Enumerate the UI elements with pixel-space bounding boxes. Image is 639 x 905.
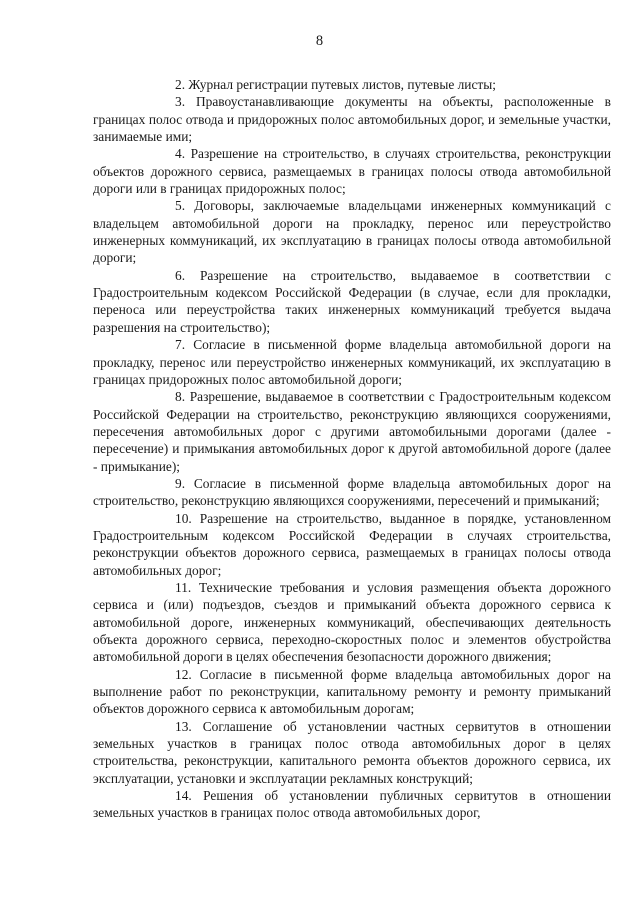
list-item: [93, 267, 611, 336]
item-number: 10.: [175, 510, 192, 526]
item-number: 4.: [175, 146, 186, 162]
item-text: Правоустанавливающие документы на объекты, расположенные в границах полос отвода и придорожных полос автомобильных дорог, и земельные участки, занимаемые ими;: [93, 94, 611, 145]
item-text: Разрешение на строительство, в случаях строительства, реконструкции объектов дорожного сервиса, размещаемых в границах полосы отвода автомобильной дороги или в границах придорожных полос;: [93, 146, 611, 197]
item-text: Согласие в письменной форме владельца автомобильной дороги на прокладку, перенос или переустройство инженерных коммуникаций, их эксплуатацию в границах придорожных полос автомобильной дороги;: [93, 337, 611, 387]
item-text: Договоры, заключаемые владельцами инженерных коммуникаций с владельцем автомобильной дороги на прокладку, перенос или переустройство инженерных коммуникаций, их эксплуатацию в границах полосы отвода автомобильной дороги;: [93, 198, 611, 266]
list-item: [93, 475, 611, 510]
item-number: 5.: [175, 198, 186, 214]
item-text: Разрешение на строительство, выдаваемое в соответствии с Градостроительным кодексом Российской Федерации (в случае, если для прокладки, переноса или переустройства таких инженерных коммуникаций требуется выдача разрешения на строительство);: [93, 267, 611, 335]
item-number: 6.: [175, 267, 186, 283]
page-number: 8: [315, 33, 324, 49]
item-number: 8.: [175, 389, 186, 405]
item-text: Технические требования и условия размещения объекта дорожного сервиса и (или) подъездов, съездов и примыканий объекта дорожного сервиса к автомобильной дороге, инженерных коммуникаций, обеспечивающих деятельность объекта дорожного сервиса, переходно-скоростных полос и элементов обустройства автомобильной дороги в целях обеспечения безопасности дорожного движения;: [93, 579, 611, 665]
list-item: [93, 197, 611, 266]
list-item: [93, 76, 611, 93]
document-body: [93, 76, 611, 822]
list-item: [93, 145, 611, 197]
item-text: Разрешение на строительство, выданное в порядке, установленном Градостроительным кодексом Российской Федерации в случаях строительства, реконструкции объектов дорожного сервиса, размещаемых в границах полосы отвода автомобильных дорог;: [93, 510, 611, 578]
list-item: [93, 718, 611, 787]
item-number: 11.: [175, 579, 192, 595]
list-item: [93, 336, 611, 388]
item-number: 13.: [175, 718, 192, 734]
item-text: Разрешение, выдаваемое в соответствии с Градостроительным кодексом Российской Федерации на строительство, реконструкцию являющихся сооружениями, пересечения автомобильных дорог с другими автомобильными дорогами (далее - пересечение) и примыкания автомобильных дорог к другой автомобильной дороге (далее - примыкание);: [93, 389, 611, 474]
item-text: Журнал регистрации путевых листов, путевые листы;: [188, 77, 496, 92]
item-text: Согласие в письменной форме владельца автомобильных дорог на выполнение работ по реконструкции, капитальному ремонту и ремонту примыканий объектов дорожного сервиса к автомобильным дорогам;: [93, 666, 611, 717]
item-number: 14.: [175, 788, 192, 804]
item-number: 7.: [175, 337, 186, 353]
list-item: [93, 510, 611, 579]
item-number: 2.: [175, 77, 186, 92]
list-item: [93, 93, 611, 145]
item-text: Соглашение об установлении частных сервитутов в отношении земельных участков в границах полос отвода автомобильных дорог в целях строительства, реконструкции, капитального ремонта объектов дорожного сервиса, их эксплуатации, установки и эксплуатации рекламных конструкций;: [93, 718, 611, 786]
list-item: [93, 666, 611, 718]
list-item: [93, 787, 611, 822]
item-text: Согласие в письменной форме владельца автомобильных дорог на строительство, реконструкцию являющихся сооружениями, пересечений и примыканий;: [93, 475, 611, 509]
list-item: [93, 579, 611, 666]
item-number: 9.: [175, 475, 186, 491]
item-number: 3.: [175, 94, 186, 110]
item-text: Решения об установлении публичных сервитутов в отношении земельных участков в границах полос отвода автомобильных дорог,: [93, 788, 611, 821]
item-number: 12.: [175, 666, 192, 682]
list-item: [93, 388, 611, 475]
